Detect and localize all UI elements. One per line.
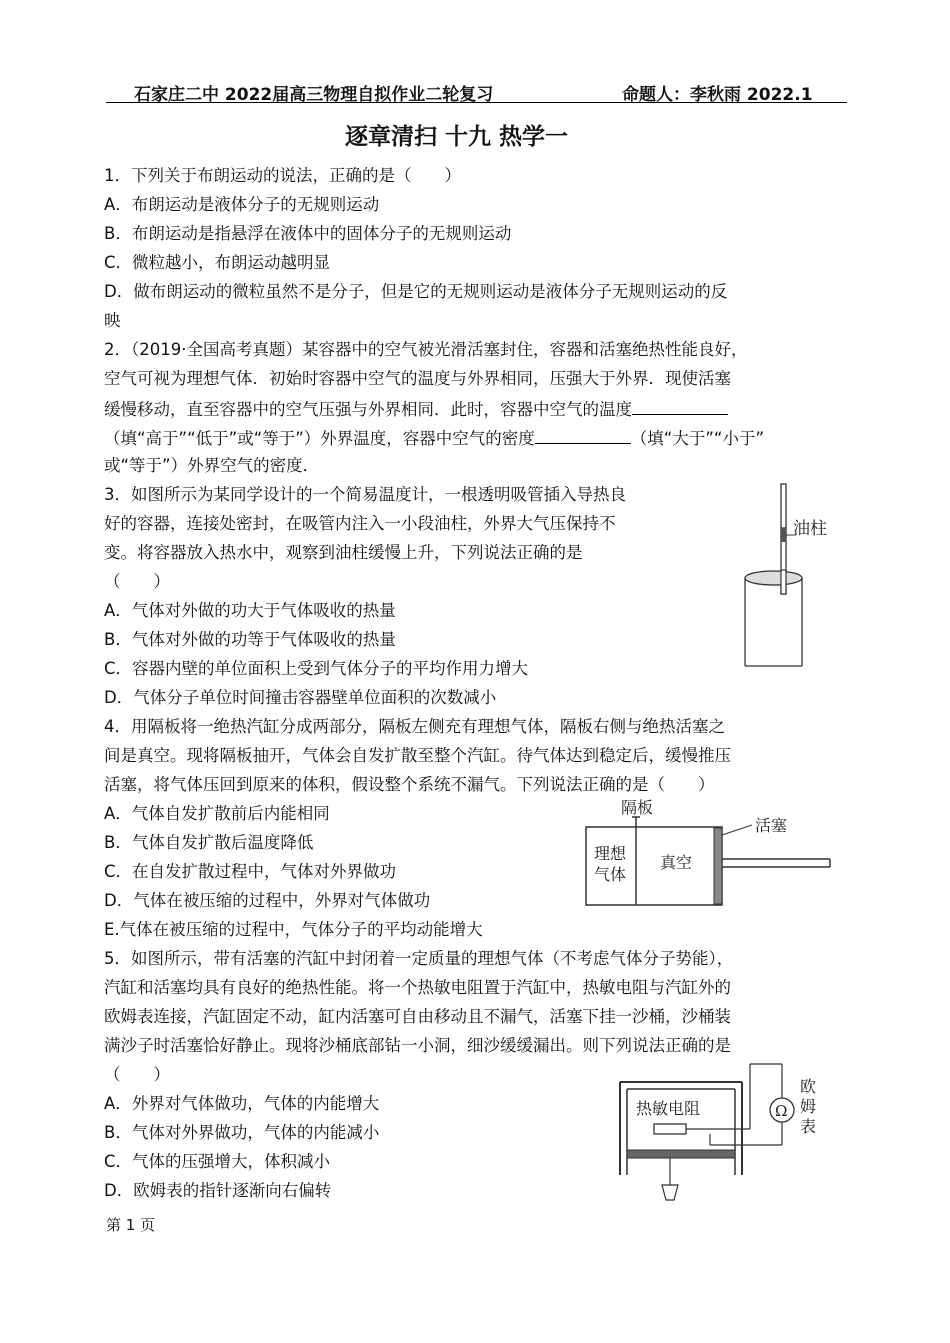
q3-line-2: 好的容器，连接处密封，在吸管内注入一小段油柱，外界大气压保持不 (104, 514, 616, 533)
q1-option-c: C．微粒越小，布朗运动越明显 (104, 253, 331, 272)
q2-line-3-text: 缓慢移动，直至容器中的空气压强与外界相同．此时，容器中空气的温度 (104, 400, 632, 419)
q4-option-d: D．气体在被压缩的过程中，外界对气体做功 (104, 891, 431, 910)
q1-option-d: D．做布朗运动的微粒虽然不是分子，但是它的无规则运动是液体分子无规则运动的反 (104, 282, 728, 301)
sand-bucket (662, 1185, 678, 1200)
page-title: 逐章清扫 十九 热学一 (345, 124, 569, 150)
ohmmeter-label-3: 表 (800, 1117, 817, 1136)
q5-option-d: D．欧姆表的指针逐渐向右偏转 (104, 1181, 332, 1200)
q2-line-4-tail: （填“大于”“小于” (630, 429, 764, 448)
q2-blank-density[interactable] (535, 427, 631, 444)
q2-line-4 (104, 427, 764, 449)
q2-line-2: 空气可视为理想气体．初始时容器中空气的温度与外界相同，压强大于外界．现使活塞 (104, 369, 731, 388)
oil-column-label: 油柱 (793, 519, 827, 539)
gas-label-1: 理想 (594, 844, 627, 863)
q1-option-b: B．布朗运动是指悬浮在液体中的固体分子的无规则运动 (104, 224, 512, 243)
q4-line-3: 活塞，将气体压回到原来的体积，假设整个系统不漏气。下列说法正确的是（ ） (104, 775, 715, 794)
piston-label: 活塞 (755, 816, 788, 835)
ohmmeter-label-2: 姆 (800, 1097, 817, 1116)
q5-line-5: （ ） (104, 1065, 170, 1084)
q4-option-e: E.气体在被压缩的过程中，气体分子的平均动能增大 (104, 920, 483, 939)
q3-option-d: D．气体分子单位时间撞击容器壁单位面积的次数减小 (104, 688, 497, 707)
gas-label-2: 气体 (594, 865, 627, 884)
q4-cylinder-figure (580, 795, 835, 913)
ohm-symbol: Ω (775, 1102, 788, 1120)
q5-line-3: 欧姆表连接，汽缸固定不动，缸内活塞可自由移动且不漏气，活塞下挂一沙桶，沙桶装 (104, 1007, 731, 1026)
q2-line-3 (104, 398, 728, 420)
q5-option-a: A．外界对气体做功，气体的内能增大 (104, 1094, 380, 1113)
header-right: 命题人：李秋雨 2022.1 (622, 85, 813, 105)
thermistor-label: 热敏电阻 (636, 1099, 701, 1118)
q5-cylinder-figure (610, 1060, 835, 1205)
vacuum-label: 真空 (660, 853, 693, 872)
q5-line-4: 满沙子时活塞恰好静止。现将沙桶底部钻一小洞，细沙缓缓漏出。则下列说法正确的是 (104, 1036, 731, 1055)
q3-thermometer-figure (735, 478, 845, 673)
ohmmeter-label-1: 欧 (800, 1077, 817, 1096)
thermistor (654, 1124, 686, 1134)
q4-option-b: B．气体自发扩散后温度降低 (104, 833, 314, 852)
q3-option-a: A．气体对外做的功大于气体吸收的热量 (104, 601, 396, 620)
q2-line-5: 或“等于”）外界空气的密度． (104, 456, 320, 475)
q3-option-b: B．气体对外做的功等于气体吸收的热量 (104, 630, 396, 649)
q5-line-2: 汽缸和活塞均具有良好的绝热性能。将一个热敏电阻置于汽缸中，热敏电阻与汽缸外的 (104, 978, 731, 997)
q2-blank-temperature[interactable] (632, 398, 728, 415)
q3-option-c: C．容器内壁的单位面积上受到气体分子的平均作用力增大 (104, 659, 529, 678)
q3-line-3: 变。将容器放入热水中，观察到油柱缓慢上升，下列说法正确的是 (104, 543, 583, 562)
q5-option-c: C．气体的压强增大，体积减小 (104, 1152, 331, 1171)
q4-option-c: C．在自发扩散过程中，气体对外界做功 (104, 862, 397, 881)
oil-column (781, 528, 786, 542)
q1-option-a: A．布朗运动是液体分子的无规则运动 (104, 195, 380, 214)
q5-option-b: B．气体对外界做功，气体的内能减小 (104, 1123, 380, 1142)
q3-line-4: （ ） (104, 572, 170, 591)
piston (627, 1150, 735, 1158)
q3-line-1: 3．如图所示为某同学设计的一个简易温度计，一根透明吸管插入导热良 (104, 485, 626, 504)
q1-stem: 1．下列关于布朗运动的说法，正确的是（ ） (104, 166, 461, 185)
q1-option-d-cont: 映 (104, 311, 121, 330)
q5-line-1: 5．如图所示，带有活塞的汽缸中封闭着一定质量的理想气体（不考虑气体分子势能）， (104, 949, 734, 968)
header-left: 石家庄二中 2022届高三物理自拟作业二轮复习 (134, 85, 494, 105)
piston (714, 828, 722, 904)
container-lid (745, 571, 802, 585)
q2-line-4-text: （填“高于”“低于”或“等于”）外界温度，容器中空气的密度 (104, 429, 535, 448)
page-number: 第 1 页 (106, 1216, 156, 1234)
header-rule (106, 102, 847, 103)
q4-line-1: 4．用隔板将一绝热汽缸分成两部分，隔板左侧充有理想气体，隔板右侧与绝热活塞之 (104, 717, 725, 736)
q2-line-1: 2．（2019·全国高考真题）某容器中的空气被光滑活塞封住，容器和活塞绝热性能良好， (104, 340, 748, 359)
q4-option-a: A．气体自发扩散前后内能相同 (104, 804, 330, 823)
partition-label: 隔板 (621, 798, 654, 817)
q4-line-2: 间是真空。现将隔板抽开，气体会自发扩散至整个汽缸。待气体达到稳定后，缓慢推压 (104, 746, 731, 765)
